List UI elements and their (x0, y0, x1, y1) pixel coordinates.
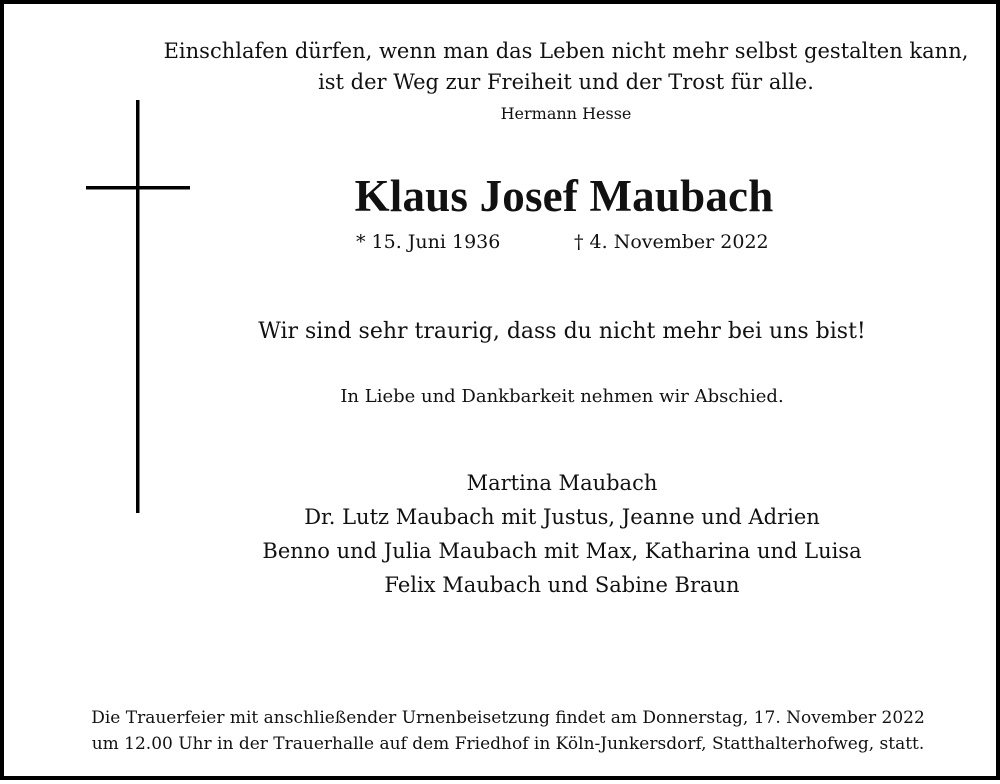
birth-date: * 15. Juni 1936 (356, 231, 501, 253)
death-date: † 4. November 2022 (574, 231, 769, 253)
family-member: Felix Maubach und Sabine Braun (384, 573, 740, 597)
quote-author: Hermann Hesse (500, 104, 632, 123)
deceased-name: Klaus Josef Maubach (354, 171, 774, 221)
quote-line-1: Einschlafen dürfen, wenn man das Leben nicht mehr selbst gestalten kann, (163, 39, 969, 63)
family-list (62, 466, 1000, 602)
family-member: Benno und Julia Maubach mit Max, Katharina und Luisa (262, 539, 862, 563)
funeral-service-info (8, 705, 1000, 757)
cross-vertical-bar (136, 100, 140, 513)
farewell-message: In Liebe und Dankbarkeit nehmen wir Abschied. (340, 386, 784, 407)
quote-line-2: ist der Weg zur Freiheit und der Trost für alle. (318, 70, 814, 94)
family-member: Dr. Lutz Maubach mit Justus, Jeanne und Adrien (304, 505, 820, 529)
condolence-message: Wir sind sehr traurig, dass du nicht mehr bei uns bist! (258, 319, 866, 344)
quote (66, 36, 1000, 98)
family-member: Martina Maubach (466, 471, 658, 495)
service-line-1: Die Trauerfeier mit anschließender Urnenbeisetzung findet am Donnerstag, 17. November 2022 (91, 708, 925, 728)
service-line-2: um 12.00 Uhr in der Trauerhalle auf dem Friedhof in Köln-Junkersdorf, Statthalterhofweg, statt. (91, 734, 925, 754)
